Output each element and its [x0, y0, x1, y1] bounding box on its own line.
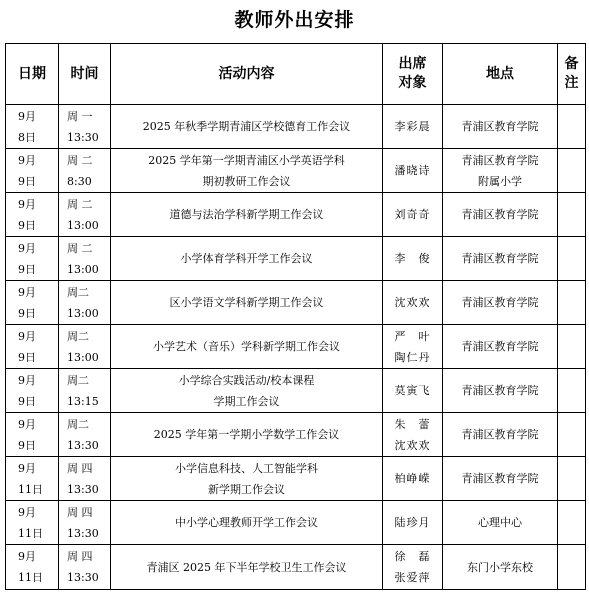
location-cell-line: 青浦区教育学院: [461, 252, 539, 265]
time-cell: [59, 281, 111, 325]
table-row: [6, 325, 586, 369]
attendee-cell-line: 朱 蕾: [394, 417, 431, 431]
date-cell: [6, 369, 59, 413]
attendee-cell: [383, 105, 443, 149]
date-cell-line: 9日: [18, 350, 36, 364]
note-cell: [558, 281, 586, 325]
note-cell: [558, 413, 586, 457]
header-attendee: [383, 44, 443, 105]
note-cell: [558, 369, 586, 413]
activity-cell: [111, 105, 383, 149]
header-attendee-text: 出席对象: [398, 56, 427, 91]
activity-cell-line: 小学信息科技、人工智能学科: [175, 461, 318, 475]
location-cell-line: 青浦区教育学院: [461, 428, 539, 441]
date-cell: [6, 105, 59, 149]
date-cell-line: 9月: [18, 285, 36, 299]
time-cell: [59, 193, 111, 237]
date-cell-line: 9月: [18, 417, 36, 431]
date-cell-line: 9月: [18, 373, 36, 387]
attendee-cell-line: 李 俊: [394, 252, 431, 265]
date-cell-line: 9日: [18, 438, 36, 452]
attendee-cell: [383, 413, 443, 457]
schedule-table: [5, 43, 586, 590]
time-cell-line: 13:00: [67, 218, 99, 232]
note-cell: [558, 545, 586, 590]
table-row: [6, 237, 586, 281]
date-cell-line: 11日: [18, 482, 43, 496]
date-cell-line: 9月: [18, 461, 36, 475]
location-cell: [443, 193, 558, 237]
time-cell: [59, 325, 111, 369]
header-activity: 活动内容: [111, 44, 383, 105]
time-cell-line: 13:30: [67, 482, 99, 496]
time-cell-line: 周二: [67, 285, 89, 299]
activity-cell-line: 2025 学年第一学期青浦区小学英语学科: [148, 153, 345, 167]
attendee-cell: [383, 237, 443, 281]
location-cell-line: 青浦区教育学院: [461, 153, 539, 167]
time-cell: [59, 501, 111, 545]
table-row: [6, 193, 586, 237]
time-cell-line: 8:30: [67, 174, 92, 188]
header-location: 地点: [443, 44, 558, 105]
date-cell: [6, 457, 59, 501]
table-row: [6, 281, 586, 325]
activity-cell-line: 2025 学年第一学期小学数学工作会议: [153, 428, 340, 441]
date-cell-line: 9日: [18, 306, 36, 320]
time-cell-line: 周 四: [67, 461, 93, 475]
header-note: [558, 44, 586, 105]
time-cell-line: 13:30: [67, 571, 99, 584]
page-title: 教师外出安排: [234, 9, 355, 31]
time-cell-line: 周 二: [67, 197, 93, 211]
attendee-cell-line: 潘晓诗: [394, 164, 431, 177]
table-row: [6, 501, 586, 545]
activity-cell: [111, 281, 383, 325]
date-cell-line: 9月: [18, 241, 36, 255]
date-cell-line: 9月: [18, 505, 36, 519]
activity-cell-line: 小学艺术（音乐）学科新学期工作会议: [153, 340, 340, 353]
note-cell: [558, 237, 586, 281]
attendee-cell-line: 沈欢欢: [394, 296, 431, 309]
date-cell: [6, 281, 59, 325]
location-cell-line: 青浦区教育学院: [461, 208, 539, 221]
activity-cell-line: 学期工作会议: [213, 394, 280, 408]
time-cell: [59, 413, 111, 457]
attendee-cell-line: 李彩晨: [394, 120, 431, 133]
time-cell-line: 周 一: [67, 109, 93, 123]
location-cell-line: 青浦区教育学院: [461, 340, 539, 353]
location-cell-line: 附属小学: [478, 174, 522, 188]
activity-cell-line: 期初教研工作会议: [202, 174, 291, 188]
date-cell: [6, 193, 59, 237]
attendee-cell-line: 莫寅飞: [394, 384, 431, 397]
table-row: [6, 105, 586, 149]
time-cell-line: 13:30: [67, 526, 99, 540]
location-cell-line: 青浦区教育学院: [461, 296, 539, 309]
activity-cell: [111, 413, 383, 457]
activity-cell-line: 小学综合实践活动/校本课程: [178, 373, 315, 387]
time-cell: [59, 545, 111, 590]
time-cell-line: 周 二: [67, 153, 93, 167]
table-row: [6, 149, 586, 193]
location-cell-line: 东门小学东校: [467, 560, 533, 574]
date-cell-line: 9月: [18, 550, 36, 563]
activity-cell-line: 道德与法治学科新学期工作会议: [169, 208, 324, 221]
date-cell-line: 9日: [18, 174, 36, 188]
location-cell: [443, 281, 558, 325]
note-cell: [558, 193, 586, 237]
date-cell: [6, 237, 59, 281]
date-cell-line: 9日: [18, 394, 36, 408]
table-body: [6, 105, 586, 590]
note-cell: [558, 105, 586, 149]
attendee-cell: [383, 369, 443, 413]
header-date: 日期: [6, 44, 59, 105]
time-cell-line: 13:00: [67, 350, 99, 364]
location-cell: [443, 369, 558, 413]
date-cell: [6, 545, 59, 590]
attendee-cell-line: 陆珍月: [394, 516, 431, 529]
attendee-cell: [383, 501, 443, 545]
activity-cell: [111, 457, 383, 501]
header-time: 时间: [59, 44, 111, 105]
attendee-cell-line: 沈欢欢: [394, 438, 431, 452]
activity-cell: [111, 501, 383, 545]
time-cell-line: 周 二: [67, 241, 93, 255]
time-cell-line: 周二: [67, 329, 89, 343]
activity-cell: [111, 193, 383, 237]
location-cell: [443, 149, 558, 193]
activity-cell-line: 中小学心理教师开学工作会议: [175, 516, 318, 529]
activity-cell: [111, 369, 383, 413]
location-cell: [443, 325, 558, 369]
date-cell: [6, 325, 59, 369]
location-cell: [443, 413, 558, 457]
location-cell-line: 青浦区教育学院: [461, 384, 539, 397]
date-cell-line: 9日: [18, 262, 36, 276]
activity-cell-line: 小学体育学科开学工作会议: [180, 252, 313, 265]
time-cell-line: 13:30: [67, 438, 99, 452]
date-cell-line: 9日: [18, 218, 36, 232]
table-row: [6, 545, 586, 590]
activity-cell-line: 2025 年秋季学期青浦区学校德育工作会议: [142, 120, 351, 133]
time-cell: [59, 457, 111, 501]
activity-cell: [111, 149, 383, 193]
time-cell-line: 13:00: [67, 262, 99, 276]
attendee-cell-line: 陶仁丹: [394, 350, 431, 364]
table-row: [6, 457, 586, 501]
location-cell: [443, 457, 558, 501]
location-cell: [443, 545, 558, 590]
attendee-cell: [383, 545, 443, 590]
attendee-cell: [383, 457, 443, 501]
time-cell: [59, 149, 111, 193]
activity-cell-line: 新学期工作会议: [208, 482, 285, 496]
time-cell: [59, 105, 111, 149]
date-cell-line: 11日: [18, 526, 43, 540]
time-cell-line: 周二: [67, 373, 89, 387]
time-cell-line: 周二: [67, 417, 89, 431]
table-row: [6, 413, 586, 457]
location-cell: [443, 237, 558, 281]
table-header: [6, 44, 586, 105]
date-cell-line: 9月: [18, 153, 36, 167]
location-cell: [443, 105, 558, 149]
attendee-cell-line: 严 叶: [394, 329, 431, 343]
header-note-text: 备注: [564, 56, 579, 91]
attendee-cell-line: 柏峥嵘: [394, 472, 431, 485]
date-cell: [6, 413, 59, 457]
time-cell: [59, 369, 111, 413]
date-cell-line: 8日: [18, 130, 36, 144]
note-cell: [558, 457, 586, 501]
attendee-cell: [383, 149, 443, 193]
time-cell-line: 13:00: [67, 306, 99, 320]
location-cell-line: 青浦区教育学院: [461, 472, 539, 485]
date-cell: [6, 149, 59, 193]
date-cell-line: 9月: [18, 329, 36, 343]
activity-cell: [111, 545, 383, 590]
attendee-cell: [383, 325, 443, 369]
note-cell: [558, 501, 586, 545]
location-cell: [443, 501, 558, 545]
note-cell: [558, 149, 586, 193]
attendee-cell-line: 张爱萍: [394, 571, 431, 584]
activity-cell-line: 青浦区 2025 年下半年学校卫生工作会议: [146, 560, 347, 574]
time-cell-line: 13:30: [67, 130, 99, 144]
header-row: [6, 44, 586, 105]
attendee-cell-line: 刘奇奇: [394, 208, 431, 221]
location-cell-line: 青浦区教育学院: [461, 120, 539, 133]
location-cell-line: 心理中心: [478, 516, 522, 529]
activity-cell: [111, 325, 383, 369]
date-cell: [6, 501, 59, 545]
note-cell: [558, 325, 586, 369]
table-row: [6, 369, 586, 413]
time-cell-line: 周 四: [67, 505, 93, 519]
date-cell-line: 9月: [18, 197, 36, 211]
activity-cell-line: 区小学语文学科新学期工作会议: [169, 296, 324, 309]
attendee-cell-line: 徐 磊: [394, 550, 431, 563]
date-cell-line: 9月: [18, 109, 36, 123]
time-cell: [59, 237, 111, 281]
activity-cell: [111, 237, 383, 281]
attendee-cell: [383, 193, 443, 237]
date-cell-line: 11日: [18, 571, 43, 584]
time-cell-line: 周 四: [67, 550, 93, 563]
time-cell-line: 13:15: [67, 394, 99, 408]
attendee-cell: [383, 281, 443, 325]
